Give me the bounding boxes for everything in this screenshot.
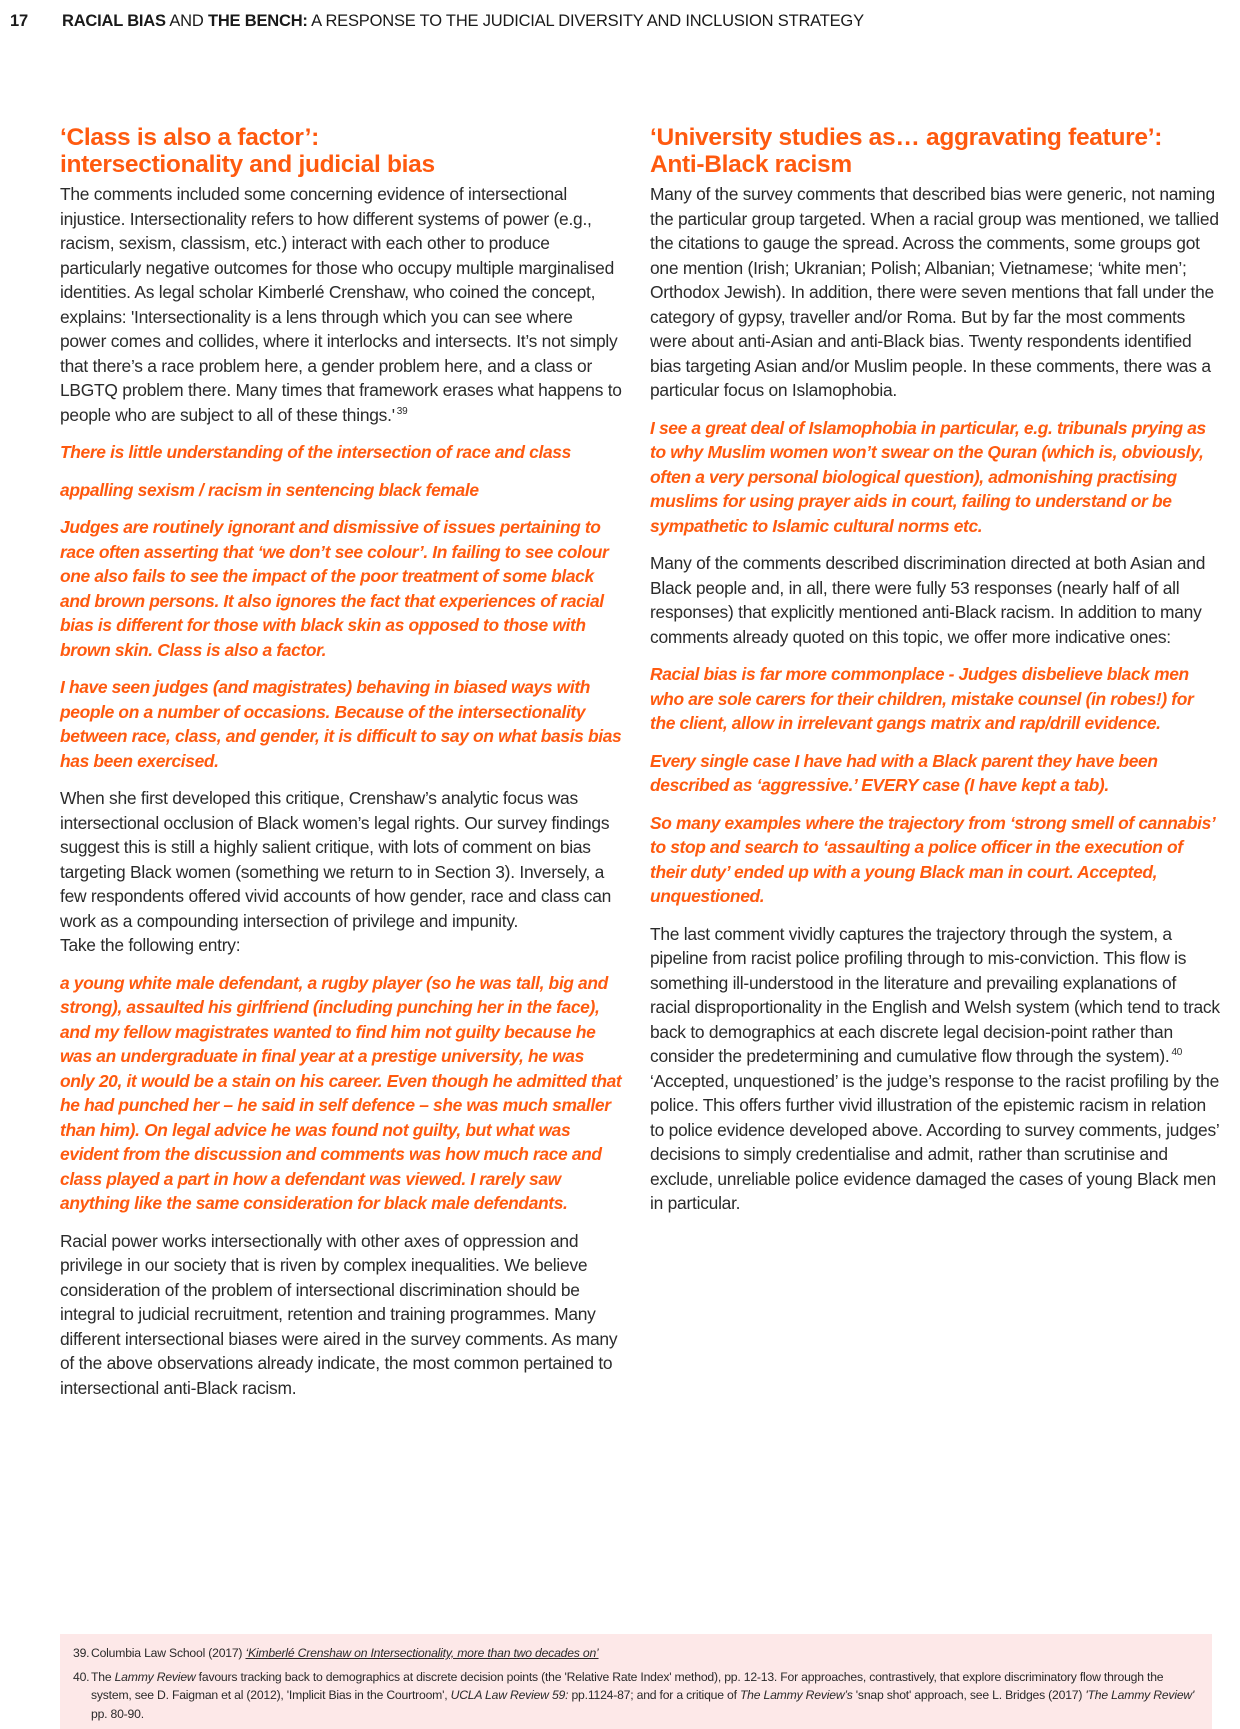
paragraph-text-continued: ‘Accepted, unquestioned’ is the judge’s response to the racist profiling by the police. This offers further vivid illustration of the epistemic racism in relation to police evidence developed above. According to survey comments, judges’ decisions to simply credentialise and admit, rather than scrutinise and exclude, unreliable police evidence damaged the cases of young Black men in particular. bbox=[650, 1070, 1220, 1213]
paragraph-intro bbox=[60, 182, 622, 427]
heading-line-1: ‘Class is also a factor’: bbox=[60, 124, 319, 151]
footnote-text bbox=[91, 1668, 1198, 1724]
footnote-number: 40. bbox=[73, 1669, 90, 1684]
footnote-segment: 'snap shot' approach, see L. Bridges (2017) bbox=[852, 1688, 1086, 1702]
right-column bbox=[650, 124, 1220, 1229]
footnote-40 bbox=[73, 1668, 1198, 1724]
title-bold-the-bench: THE BENCH: bbox=[207, 11, 308, 30]
quote-race-class: There is little understanding of the intersection of race and class bbox=[60, 442, 571, 462]
paragraph-53-responses: Many of the comments described discrimination directed at both Asian and Black people and, in all, there were fully 53 responses (nearly half of all responses) that explicitly mentioned anti-Black racism. In addition to many comments already quoted on this topic, we offer more indicative ones: bbox=[650, 553, 1206, 647]
quote-dont-see-colour: Judges are routinely ignorant and dismissive of issues pertaining to race often asserting that ‘we don’t see colour’. In failing to see colour one also fails to see the impact of the poor treatment of some black and brown persons. It also ignores the fact that experiences of racial bias is different for those with black skin as opposed to those with brown skin. Class is also a factor. bbox=[60, 517, 609, 660]
heading-line-2: intersectionality and judicial bias bbox=[60, 151, 435, 178]
quote-aggressive: Every single case I have had with a Black parent they have been described as ‘aggressive.’ EVERY case (I have kept a tab). bbox=[650, 750, 1158, 795]
footnote-ref-40[interactable]: 40 bbox=[1171, 1047, 1183, 1058]
footnote-italic-lammy-title: 'The Lammy Review' bbox=[1085, 1688, 1195, 1702]
footnote-link-crenshaw[interactable]: ‘Kimberlé Crenshaw on Intersectionality, more than two decades on’ bbox=[245, 1646, 599, 1660]
footnote-segment: The bbox=[91, 1669, 115, 1684]
section-heading-intersectionality bbox=[60, 124, 622, 178]
left-column bbox=[60, 124, 622, 1413]
paragraph-tail: Take the following entry: bbox=[60, 935, 241, 955]
footnote-segment: pp.1124-87; and for a critique of bbox=[568, 1688, 740, 1702]
document-title bbox=[62, 12, 864, 31]
footnote-39 bbox=[73, 1644, 1198, 1663]
footnote-number: 39. bbox=[73, 1646, 90, 1660]
footnote-text bbox=[91, 1644, 1198, 1663]
running-header bbox=[8, 10, 864, 32]
heading-line-2: Anti-Black racism bbox=[650, 151, 852, 178]
footnote-segment: favours tracking back to demographics at discrete decision points (the 'Relative Rate Index' method), pp. 12-13. For approaches, contrastively, that explore discriminatory flow through the system, see D. Faigman et al (2012), 'Implicit Bias in the Courtroom', bbox=[91, 1669, 1164, 1702]
section-heading-anti-black-racism bbox=[650, 124, 1220, 178]
footnote-italic-ucla: UCLA Law Review 59: bbox=[450, 1688, 569, 1702]
title-bold-racial-bias: RACIAL BIAS bbox=[62, 11, 166, 30]
paragraph-text: The last comment vividly captures the trajectory through the system, a pipeline from racist police profiling through to mis-conviction. This flow is something ill-understood in the literature and prevailing explanations of racial disproportionality in the English and Welsh system (which tend to track back to demographics at each discrete legal decision-point rather than consider the predetermining and cumulative flow through the system). bbox=[650, 923, 1220, 1066]
quote-cannabis: So many examples where the trajectory from ‘strong smell of cannabis’ to stop and search to ‘assaulting a police officer in the execution of their duty’ ended up with a young Black man in court. Accepted, unquestioned. bbox=[650, 812, 1215, 906]
page-number: 17 bbox=[10, 11, 28, 30]
footnotes-box bbox=[60, 1634, 1212, 1729]
footnote-segment: pp. 80-90. bbox=[91, 1706, 144, 1721]
quote-judges-magistrates: I have seen judges (and magistrates) behaving in biased ways with people on a number of occasions. Because of the intersectionality between race, class, and gender, it is difficult to say on what basis bias has been exercised. bbox=[60, 677, 622, 771]
footnote-citation: Columbia Law School (2017) bbox=[91, 1646, 246, 1660]
paragraph-racial-power: Racial power works intersectionally with other axes of oppression and privilege in our society that is riven by complex inequalities. We believe consideration of the problem of intersectional discrimination should be integral to judicial recruitment, retention and training programmes. Many different intersectional biases were aired in the survey comments. As many of the above observations already indicate, the most common pertained to intersectional anti-Black racism. bbox=[60, 1230, 618, 1398]
footnote-ref-39[interactable]: 39 bbox=[396, 405, 408, 417]
footnote-italic-lammy-review: Lammy Review bbox=[114, 1669, 196, 1684]
quote-sentencing: appalling sexism / racism in sentencing black female bbox=[60, 479, 479, 500]
paragraph-crenshaw-critique bbox=[60, 786, 622, 958]
footnote-italic-lammy-reviews: The Lammy Review’s bbox=[739, 1688, 853, 1702]
paragraph-text: When she first developed this critique, Crenshaw’s analytic focus was intersectional occlusion of Black women’s legal rights. Our survey findings suggest this is still a highly salient critique, with lots of comment on bias targeting Black women (something we return to in Section 3). Inversely, a few respondents offered vivid accounts of how gender, race and class can work as a compounding intersection of privilege and impunity. bbox=[60, 788, 612, 931]
quote-commonplace: Racial bias is far more commonplace - Judges disbelieve black men who are sole carers for their children, mistake counsel (in robes!) for the client, allow in irrelevant gangs matrix and rap/drill evidence. bbox=[650, 664, 1194, 733]
paragraph-survey-groups: Many of the survey comments that described bias were generic, not naming the particular group targeted. When a racial group was mentioned, we tallied the citations to gauge the spread. Across the comments, some groups got one mention (Irish; Ukranian; Polish; Albanian; Vietnamese; ‘white men’; Orthodox Jewish). In addition, there were seven mentions that fall under the category of gypsy, traveller and/or Roma. But by far the most comments were about anti-Asian and anti-Black bias. Twenty respondents identified bias targeting Asian and/or Muslim people. In these comments, there was a particular focus on Islamophobia. bbox=[650, 184, 1219, 400]
title-subtitle: A RESPONSE TO THE JUDICIAL DIVERSITY AND INCLUSION STRATEGY bbox=[307, 11, 864, 30]
paragraph-trajectory bbox=[650, 922, 1220, 1216]
quote-rugby-player: a young white male defendant, a rugby player (so he was tall, big and strong), assaulted his girlfriend (including punching her in the face), and my fellow magistrates wanted to find him not guilty because he was an undergraduate in final year at a prestige university, he was only 20, it would be a stain on his career. Even though he admitted that he had punched her – he said in self defence – she was much smaller than him). On legal advice he was found not guilty, but what was evident from the discussion and comments was how much race and class played a part in how a defendant was viewed. I rarely saw anything like the same consideration for black male defendants. bbox=[60, 972, 622, 1213]
paragraph-text: The comments included some concerning evidence of intersectional injustice. Intersectionality refers to how different systems of power (e.g., racism, sexism, classism, etc.) interact with each other to produce particularly negative outcomes for those who occupy multiple marginalised identities. As legal scholar Kimberlé Crenshaw, who coined the concept, explains: 'Intersectionality is a lens through which you can see where power comes and collides, where it interlocks and intersects. It’s not simply that there’s a race problem here, a gender problem here, and a class or LBGTQ problem there. Many times that framework erases what happens to people who are subject to all of these things.' bbox=[60, 184, 622, 425]
heading-line-1: ‘University studies as… aggravating feature’: bbox=[650, 124, 1163, 151]
title-and: AND bbox=[165, 11, 208, 30]
quote-islamophobia: I see a great deal of Islamophobia in particular, e.g. tribunals prying as to why Muslim women won’t swear on the Quran (which is, obviously, often a very personal biological question), admonishing practising muslims for using prayer aids in court, failing to understand or be sympathetic to Islamic cultural norms etc. bbox=[650, 417, 1206, 536]
